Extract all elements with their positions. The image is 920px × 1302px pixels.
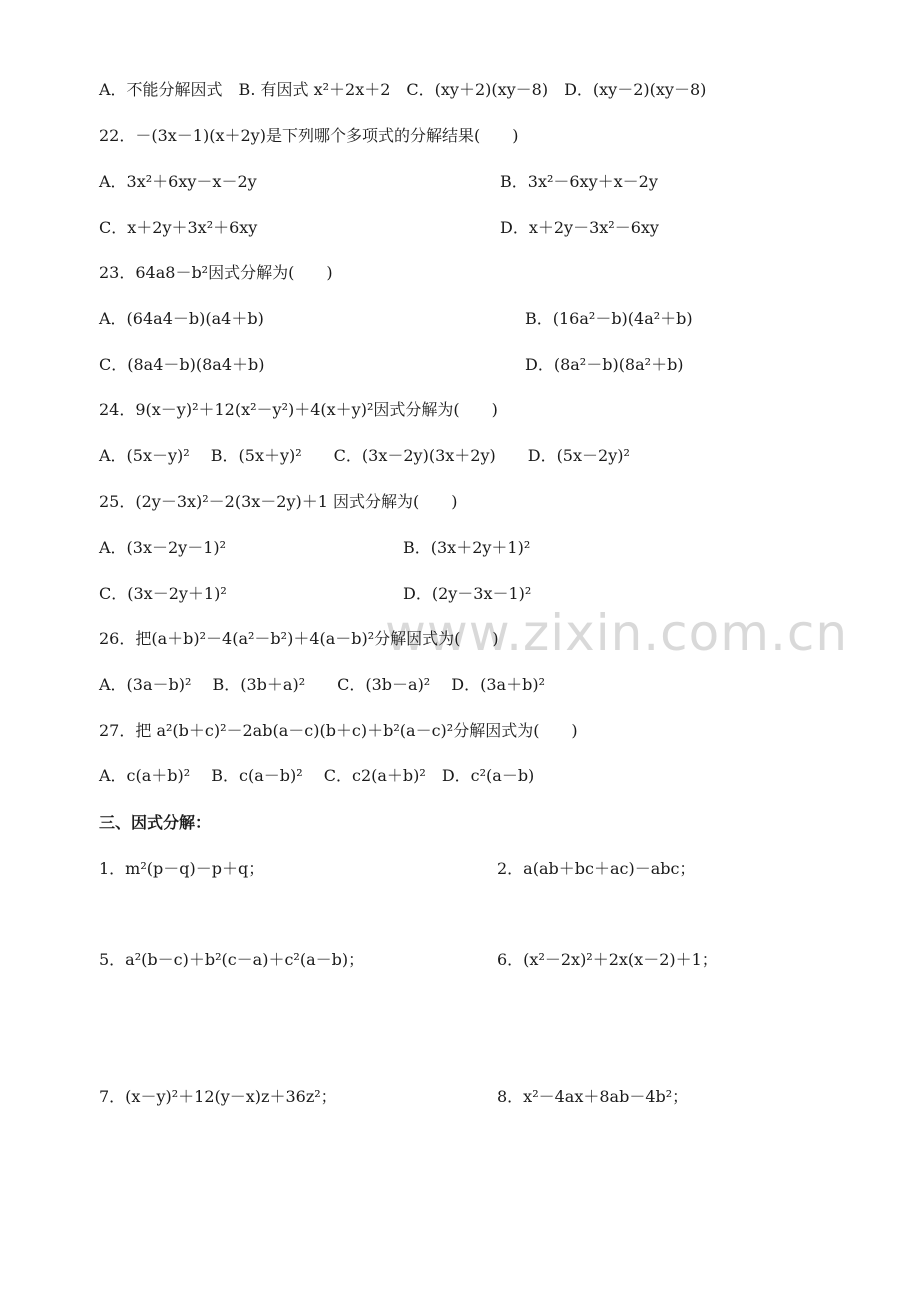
problem-1: 1．m²(p－q)－p＋q； xyxy=(99,859,265,878)
question-25-option-b: B．(3x＋2y＋1)² xyxy=(403,538,531,557)
problem-2: 2．a(ab＋bc＋ac)－abc； xyxy=(497,859,696,878)
question-23-option-c: C．(8a4－b)(8a4＋b) xyxy=(99,355,265,374)
question-22-option-b: B．3x²－6xy＋x－2y xyxy=(500,172,658,191)
question-24-options: A．(5x－y)² B．(5x＋y)² C．(3x－2y)(3x＋2y) D．(5x－2y)² xyxy=(99,446,630,465)
question-25-stem: 25．(2y－3x)²－2(3x－2y)＋1 因式分解为( ) xyxy=(99,492,458,511)
question-22-option-d: D．x＋2y－3x²－6xy xyxy=(500,218,659,237)
question-27-options: A．c(a＋b)² B．c(a－b)² C．c2(a＋b)² D．c²(a－b) xyxy=(99,766,535,785)
question-21-options: A．不能分解因式 B. 有因式 x²＋2x＋2 C．(xy＋2)(xy－8) D．(xy－2)(xy－8) xyxy=(99,80,707,99)
section-3-heading: 三、因式分解： xyxy=(99,813,212,832)
question-25-option-a: A．(3x－2y－1)² xyxy=(99,538,227,557)
question-23-option-a: A．(64a4－b)(a4＋b) xyxy=(99,309,264,328)
question-23-option-b: B．(16a²－b)(4a²＋b) xyxy=(525,309,693,328)
question-27-stem: 27．把 a²(b＋c)²－2ab(a－c)(b＋c)＋b²(a－c)²分解因式为( ) xyxy=(99,721,578,740)
question-23-option-d: D．(8a²－b)(8a²＋b) xyxy=(525,355,684,374)
question-22-stem: 22．－(3x－1)(x＋2y)是下列哪个多项式的分解结果( ) xyxy=(99,126,519,145)
question-25-option-d: D．(2y－3x－1)² xyxy=(403,584,532,603)
problem-5: 5．a²(b－c)＋b²(c－a)＋c²(a－b)； xyxy=(99,950,365,969)
question-26-options: A．(3a－b)² B．(3b＋a)² C．(3b－a)² D．(3a＋b)² xyxy=(99,675,545,694)
question-22-option-a: A．3x²＋6xy－x－2y xyxy=(99,172,257,191)
problem-8: 8．x²－4ax＋8ab－4b²； xyxy=(497,1087,689,1106)
question-25-option-c: C．(3x－2y＋1)² xyxy=(99,584,227,603)
question-24-stem: 24．9(x－y)²＋12(x²－y²)＋4(x＋y)²因式分解为( ) xyxy=(99,400,498,419)
problem-7: 7．(x－y)²＋12(y－x)z＋36z²； xyxy=(99,1087,337,1106)
question-23-stem: 23．64a8－b²因式分解为( ) xyxy=(99,263,333,282)
question-22-option-c: C．x＋2y＋3x²＋6xy xyxy=(99,218,258,237)
problem-6: 6．(x²－2x)²＋2x(x－2)＋1； xyxy=(497,950,718,969)
question-26-stem: 26．把(a＋b)²－4(a²－b²)＋4(a－b)²分解因式为( ) xyxy=(99,629,499,648)
watermark: www.zixin.com.cn xyxy=(385,604,849,662)
